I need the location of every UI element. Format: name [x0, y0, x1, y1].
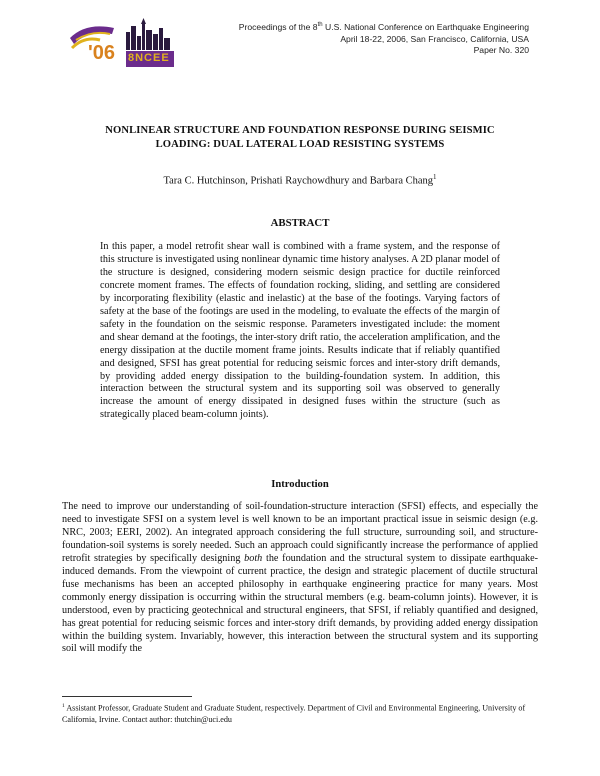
header-line-2: April 18-22, 2006, San Francisco, California, USA [340, 33, 529, 44]
intro-emphasis: both [244, 552, 263, 564]
header-line1-pre: Proceedings of the 8 [238, 22, 318, 32]
abstract-text: In this paper, a model retrofit shear wall is combined with a frame system, and the response of this structure is investigated using nonlinear dynamic time history analyses. A 2D planar model of the structure is designed, considering modern seismic design practice for ductile reinforced concrete moment frames. The effects of foundation rocking, sliding, and settling are considered by incorporating flexibility (elastic and inelastic) at the base of the footings. Varying factors of safety at the base of the footings are used in the modeling, to evaluate the effects of the margin of safety in the foundation on the seismic response. Parameters investigated include: the moment and shear demand at the footings, the inter-story drift ratio, the acceleration amplification, and the energy dissipation at the ductile moment frame joints. Results indicate that if reliably quantified and designed, SFSI has great potential for reducing seismic forces and inter-story drift demands, by providing added energy dissipation to the building-foundation system. In addition, this interaction between the structural system and its supporting soil was observed to generally increase the amount of energy dissipated in designed fuses within the structure (such as strategically placed beam-column joints). [100, 241, 500, 421]
footnote-text: Assistant Professor, Graduate Student and Graduate Student, respectively. Department of Civil and Environmental Engineering, University of California, Irvine. Contact author: thutchin@uci.edu [62, 703, 526, 724]
author-footnote-mark: 1 [433, 173, 437, 181]
footnote [62, 701, 538, 725]
title-line-1: NONLINEAR STRUCTURE AND FOUNDATION RESPONSE DURING SEISMIC [105, 125, 495, 136]
paper-title [60, 124, 540, 152]
introduction-text [62, 501, 538, 656]
header-line-3: Paper No. 320 [473, 45, 529, 56]
header-line1-post: U.S. National Conference on Earthquake Engineering [322, 22, 529, 32]
proceedings-header [189, 22, 529, 57]
header-line1-sup: th [317, 22, 323, 29]
intro-text-part-2: the foundation and the structural system to dissipate earthquake-induced demands. From the viewpoint of current practice, the design and strategic placement of ductile structural fuse mechanisms has been an accepted philosophy in earthquake engineering practice for many years. Most commonly energy dissipation is occurring within the structural members (e.g. beam-column joints). However, it is understood, even by practicing geotechnical and structural engineers, that SFSI, if reliably quantified and designed, has great potential for reducing seismic forces and inter-story drift demands, by providing added energy dissipation within the building system. Invariably, however, this interaction between the structural system and its supporting soil will modify the [62, 552, 538, 655]
title-line-2: LOADING: DUAL LATERAL LOAD RESISTING SYSTEMS [155, 139, 445, 150]
intro-text-part-1: The need to improve our understanding of soil-foundation-structure interaction (SFSI) effects, and especially the need to investigate SFSI on a system level is well known to be an important practical issue in seismic design (e.g. NRC, 2003; EERI, 2002). An integrated approach considering the full structure, surrounding soil, and structure-foundation-soil systems is sorely needed. Such an approach could significantly increase the performance of applied retrofit strategies by specifically designing [62, 501, 538, 564]
footnote-rule [62, 696, 192, 697]
abstract-heading: ABSTRACT [270, 217, 330, 229]
authors [60, 173, 540, 187]
footnote-mark: 1 [62, 703, 65, 709]
header-line-1 [189, 22, 529, 34]
author-names: Tara C. Hutchinson, Prishati Raychowdhury and Barbara Chang [163, 175, 434, 187]
logo-monogram-text: 8NCEE [128, 52, 170, 64]
logo-year-text: '06 [88, 42, 116, 64]
introduction-heading: Introduction [271, 479, 329, 490]
conference-logo [66, 18, 178, 70]
